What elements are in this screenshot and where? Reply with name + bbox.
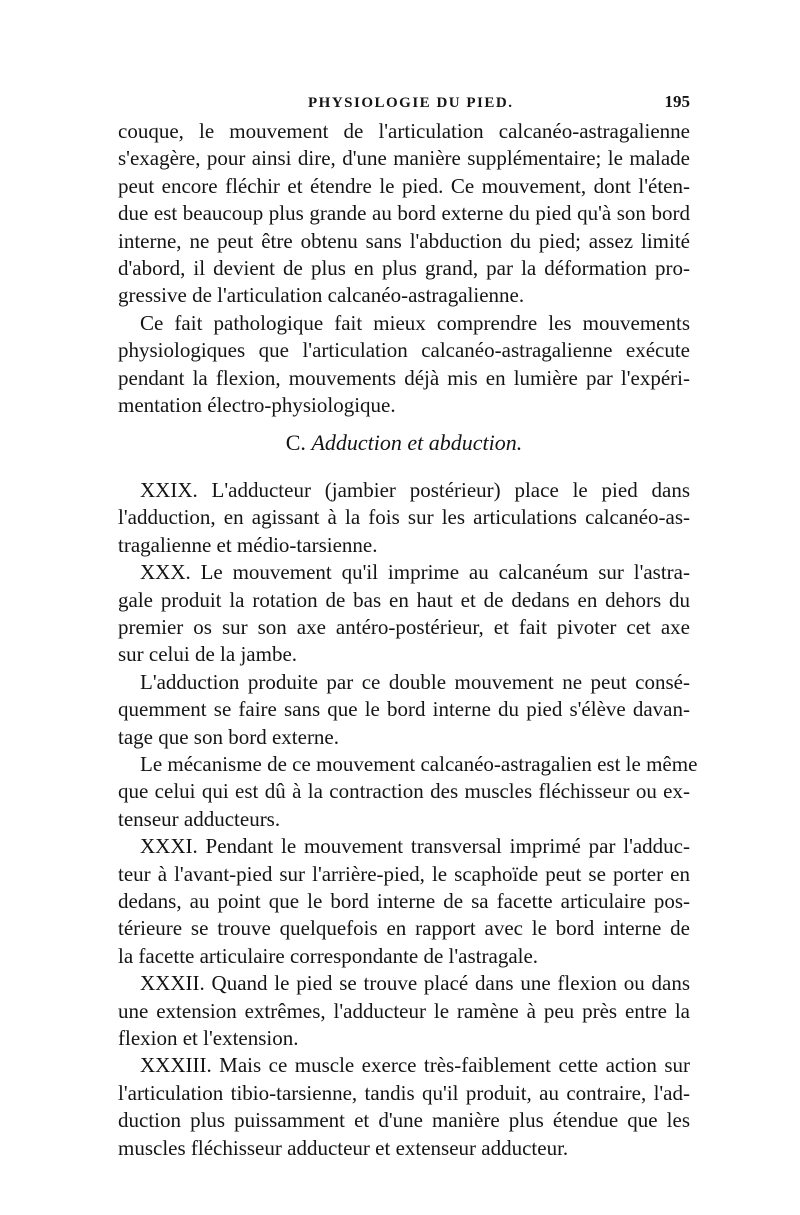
- text-line: XXXII. Quand le pied se trouve placé dans une flexion ou dans: [140, 971, 690, 996]
- text-line: une extension extrêmes, l'adducteur le ramène à peu près entre la: [118, 998, 690, 1023]
- paragraph-xxxi: [118, 833, 690, 970]
- section-label: C.: [285, 430, 306, 456]
- section-title: Adduction et abduction.: [311, 430, 523, 456]
- text-line: gale produit la rotation de bas en haut et de dedans en dehors du: [118, 587, 690, 612]
- paragraph-xxxii: [118, 970, 690, 1052]
- paragraph-xxxiii: [118, 1052, 690, 1162]
- text-line: que celui qui est dû à la contraction des muscles fléchisseur ou ex-: [118, 779, 690, 804]
- running-head: [308, 92, 690, 112]
- text-line: duction plus puissamment et d'une manière plus étendue que les: [118, 1108, 690, 1133]
- paragraph-xxx-b: [118, 669, 690, 751]
- page-number: 195: [664, 92, 690, 111]
- paragraph-xxx: [118, 559, 690, 669]
- text-line: Le mécanisme de ce mouvement calcanéo-astragalien est le même: [140, 751, 698, 776]
- text-line: sur celui de la jambe.: [118, 642, 298, 667]
- text-line: due est beaucoup plus grande au bord externe du pied qu'à son bord: [118, 201, 690, 226]
- text-line: quemment se faire sans que le bord interne du pied s'élève davan-: [118, 697, 690, 722]
- text-line: térieure se trouve quelquefois en rapport avec le bord interne de: [118, 916, 690, 941]
- text-line: dedans, au point que le bord interne de sa facette articulaire pos-: [118, 888, 690, 913]
- running-head-title: PHYSIOLOGIE DU PIED.: [308, 95, 514, 111]
- text-line: tragalienne et médio-tarsienne.: [118, 532, 378, 557]
- paragraph-continuation: [118, 118, 690, 310]
- text-line: L'adduction produite par ce double mouvement ne peut consé-: [140, 669, 690, 694]
- text-line: gressive de l'articulation calcanéo-astragalienne.: [118, 283, 525, 308]
- text-line: l'articulation tibio-tarsienne, tandis qu'il produit, au contraire, l'ad-: [118, 1080, 690, 1105]
- text-line: s'exagère, pour ainsi dire, d'une manière supplémentaire; le malade: [118, 146, 690, 171]
- text-line: couque, le mouvement de l'articulation calcanéo-astragalienne: [118, 119, 690, 143]
- text-line: tage que son bord externe.: [118, 724, 340, 749]
- text-line: mentation électro-physiologique.: [118, 393, 396, 418]
- text-line: XXX. Le mouvement qu'il imprime au calcanéum sur l'astra-: [140, 560, 690, 585]
- text-line: physiologiques que l'articulation calcanéo-astragalienne exécute: [118, 338, 690, 363]
- text-line: l'adduction, en agissant à la fois sur les articulations calcanéo-as-: [118, 505, 690, 530]
- text-line: premier os sur son axe antéro-postérieur, et fait pivoter cet axe: [118, 614, 690, 639]
- text-line: Ce fait pathologique fait mieux comprendre les mouvements: [140, 310, 690, 335]
- body-text: [118, 118, 698, 1162]
- text-line: interne, ne peut être obtenu sans l'abduction du pied; assez limité: [118, 228, 690, 253]
- text-line: XXIX. L'adducteur (jambier postérieur) place le pied dans: [140, 477, 690, 502]
- text-line: la facette articulaire correspondante de l'astragale.: [118, 943, 539, 968]
- paragraph-xxx-c: [118, 751, 698, 833]
- section-heading: [118, 429, 690, 456]
- text-line: flexion et l'extension.: [118, 1026, 299, 1050]
- text-line: teur à l'avant-pied sur l'arrière-pied, le scaphoïde peut se porter en: [118, 861, 690, 886]
- text-line: XXXI. Pendant le mouvement transversal imprimé par l'adduc-: [140, 834, 690, 859]
- paragraph-xxix: [118, 477, 690, 559]
- text-line: XXXIII. Mais ce muscle exerce très-faiblement cette action sur: [140, 1053, 690, 1078]
- text-line: pendant la flexion, mouvements déjà mis en lumière par l'expéri-: [118, 365, 690, 390]
- paragraph-pathology: [118, 310, 690, 420]
- text-line: peut encore fléchir et étendre le pied. Ce mouvement, dont l'éten-: [118, 173, 690, 198]
- text-line: tenseur adducteurs.: [118, 806, 281, 831]
- text-line: d'abord, il devient de plus en plus grand, par la déformation pro-: [118, 256, 690, 281]
- text-line: muscles fléchisseur adducteur et extenseur adducteur.: [118, 1135, 569, 1160]
